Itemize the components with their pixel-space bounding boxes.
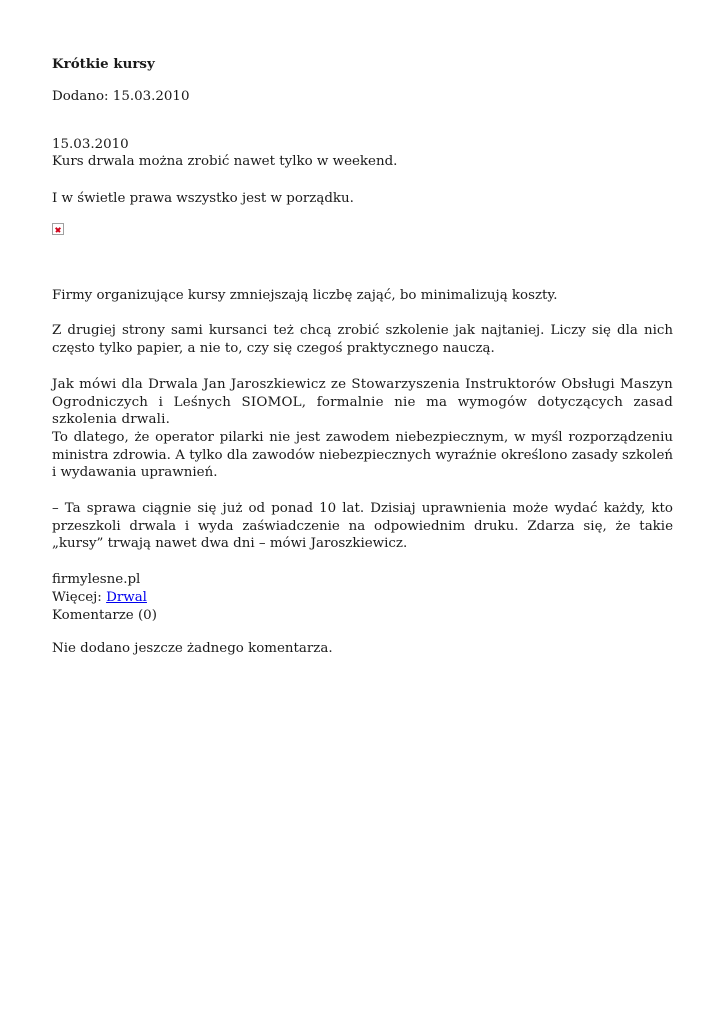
drwal-link[interactable]: Drwal	[106, 590, 147, 605]
added-date: Dodano: 15.03.2010	[52, 89, 190, 104]
article-subtitle: I w świetle prawa wszystko jest w porządku.	[52, 191, 354, 206]
article-lead: Kurs drwala można zrobić nawet tylko w weekend.	[52, 154, 398, 169]
article-title: Krótkie kursy	[52, 56, 155, 72]
more-line	[52, 589, 147, 607]
article-paragraph: Firmy organizujące kursy zmniejszają liczbę zająć, bo minimalizują koszty.	[52, 288, 558, 303]
comments-count: Komentarze (0)	[52, 608, 157, 623]
article-paragraph: To dlatego, że operator pilarki nie jest zawodem niebezpiecznym, w myśl rozporządzeniu ministra zdrowia. A tylko dla zawodów niebezpiecznych wyraźnie określono zasady szkoleń i wydawania uprawnień.	[52, 430, 673, 481]
article-paragraph: – Ta sprawa ciągnie się już od ponad 10 lat. Dzisiaj uprawnienia może wydać każdy, kto przeszkoli drwala i wyda zaświadczenie na odpowiednim druku. Zdarza się, że takie „kursy” trwają nawet dwa dni – mówi Jaroszkiewicz.	[52, 501, 673, 552]
article-source: firmylesne.pl	[52, 572, 141, 587]
article-date: 15.03.2010	[52, 137, 129, 152]
article-paragraph: Jak mówi dla Drwala Jan Jaroszkiewicz ze Stowarzyszenia Instruktorów Obsługi Maszyn Ogrodniczych i Leśnych SIOMOL, formalnie nie ma wymogów dotyczących zasad szkolenia drwali.	[52, 377, 673, 428]
more-label: Więcej:	[52, 590, 102, 605]
broken-image-icon	[52, 223, 64, 235]
no-comments-message: Nie dodano jeszcze żadnego komentarza.	[52, 641, 333, 656]
article-paragraph: Z drugiej strony sami kursanci też chcą zrobić szkolenie jak najtaniej. Liczy się dla nich często tylko papier, a nie to, czy się czegoś praktycznego nauczą.	[52, 323, 673, 356]
